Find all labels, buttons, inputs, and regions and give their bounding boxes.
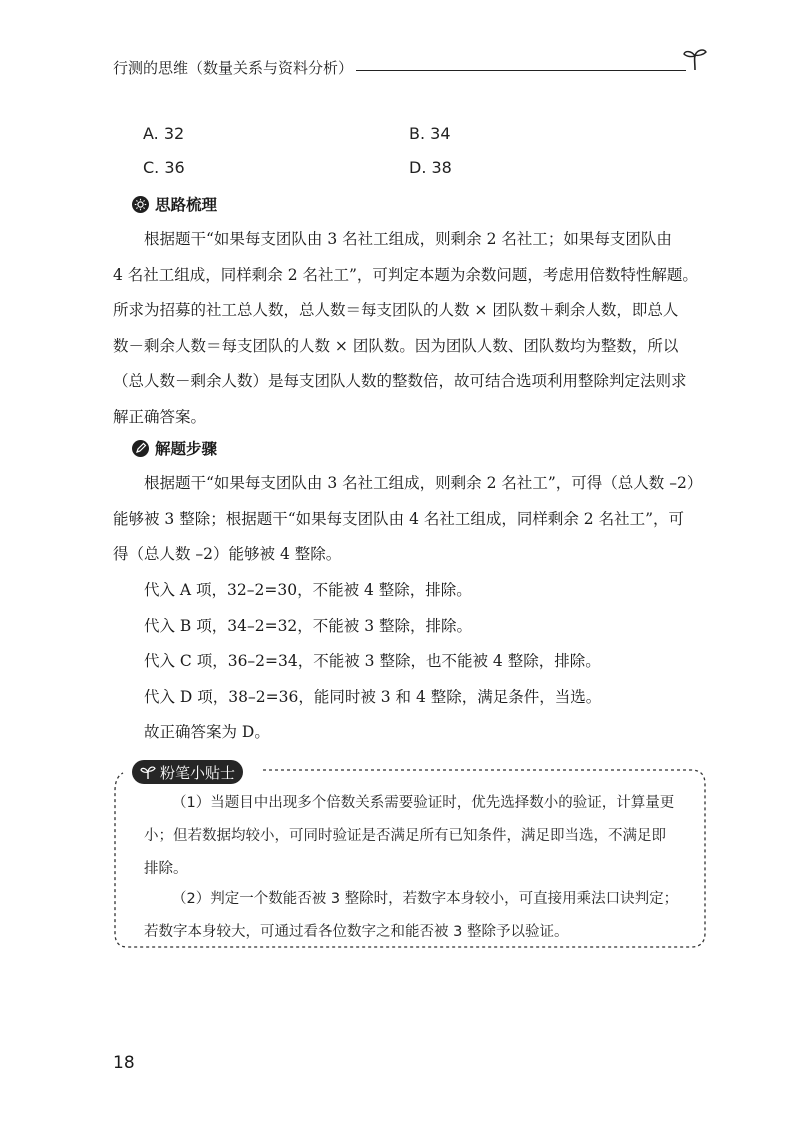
- text-line: 根据题干“如果每支团队由 3 名社工组成，则剩余 2 名社工；如果每支团队由: [144, 230, 672, 248]
- page-number: 18: [113, 1053, 135, 1073]
- step-line: 代入 B 项，34–2=32，不能被 3 整除，排除。: [144, 616, 473, 635]
- solution-intro-paragraph: [113, 466, 713, 573]
- tip-tag-label: 粉笔小贴士: [160, 763, 236, 782]
- text-line: 4 名社工组成，同样剩余 2 名社工”，可判定本题为余数问题，考虑用倍数特性解题。: [113, 265, 698, 284]
- option-c: C. 36: [143, 158, 185, 177]
- tip-2: [144, 883, 704, 949]
- book-title: 行测的思维（数量关系与资料分析）: [113, 59, 354, 77]
- step-line: 代入 A 项，32–2=30，不能被 4 整除，排除。: [144, 581, 472, 599]
- option-b: B. 34: [409, 124, 451, 143]
- step-line: 代入 D 项，38–2=36，能同时被 3 和 4 整除，满足条件，当选。: [144, 687, 602, 706]
- tip-1: [144, 787, 704, 886]
- text-line: 根据题干“如果每支团队由 3 名社工组成，则剩余 2 名社工”，可得（总人数 –2）: [144, 474, 703, 492]
- lightbulb-icon: [132, 196, 149, 213]
- text-line: 数－剩余人数＝每支团队的人数 × 团队数。因为团队人数、团队数均为整数，所以: [113, 336, 679, 355]
- text-line: 所求为招募的社工总人数，总人数＝每支团队的人数 × 团队数＋剩余人数，即总人: [113, 301, 679, 319]
- running-header: [113, 57, 713, 87]
- text-line: 得（总人数 –2）能够被 4 整除。: [113, 545, 342, 563]
- approach-heading: [132, 193, 217, 215]
- text-line: （总人数－剩余人数）是每支团队人数的整数倍，故可结合选项利用整除判定法则求: [113, 372, 687, 390]
- tip-line: 若数字本身较大，可通过看各位数字之和能否被 3 整除予以验证。: [144, 924, 569, 940]
- option-a: A. 32: [143, 124, 185, 143]
- option-d: D. 38: [409, 158, 452, 177]
- pencil-icon: [132, 440, 149, 457]
- step-line: 故正确答案为 D。: [144, 723, 270, 741]
- tip-line: 排除。: [144, 861, 188, 877]
- step-line: 代入 C 项，36–2=34，不能被 3 整除，也不能被 4 整除，排除。: [144, 652, 601, 670]
- tip-tag: [132, 760, 243, 784]
- approach-paragraph: [113, 222, 713, 435]
- header-rule: [356, 70, 686, 71]
- sprout-icon: [682, 45, 708, 71]
- tip-line: 小；但若数据均较小，可同时验证是否满足所有已知条件，满足即当选，不满足即: [144, 828, 666, 844]
- solution-heading: [132, 437, 217, 459]
- sprout-icon: [140, 764, 156, 780]
- text-line: 解正确答案。: [113, 407, 207, 426]
- solution-steps: [144, 573, 744, 751]
- text-line: 能够被 3 整除；根据题干“如果每支团队由 4 名社工组成，同样剩余 2 名社工”，可: [113, 509, 684, 528]
- tip-line: （2）判定一个数能否被 3 整除时，若数字本身较小，可直接用乘法口诀判定；: [172, 891, 679, 907]
- tip-line: （1）当题目中出现多个倍数关系需要验证时，优先选择数小的验证，计算量更: [172, 795, 675, 811]
- solution-heading-label: 解题步骤: [155, 440, 218, 458]
- approach-heading-label: 思路梳理: [155, 196, 218, 214]
